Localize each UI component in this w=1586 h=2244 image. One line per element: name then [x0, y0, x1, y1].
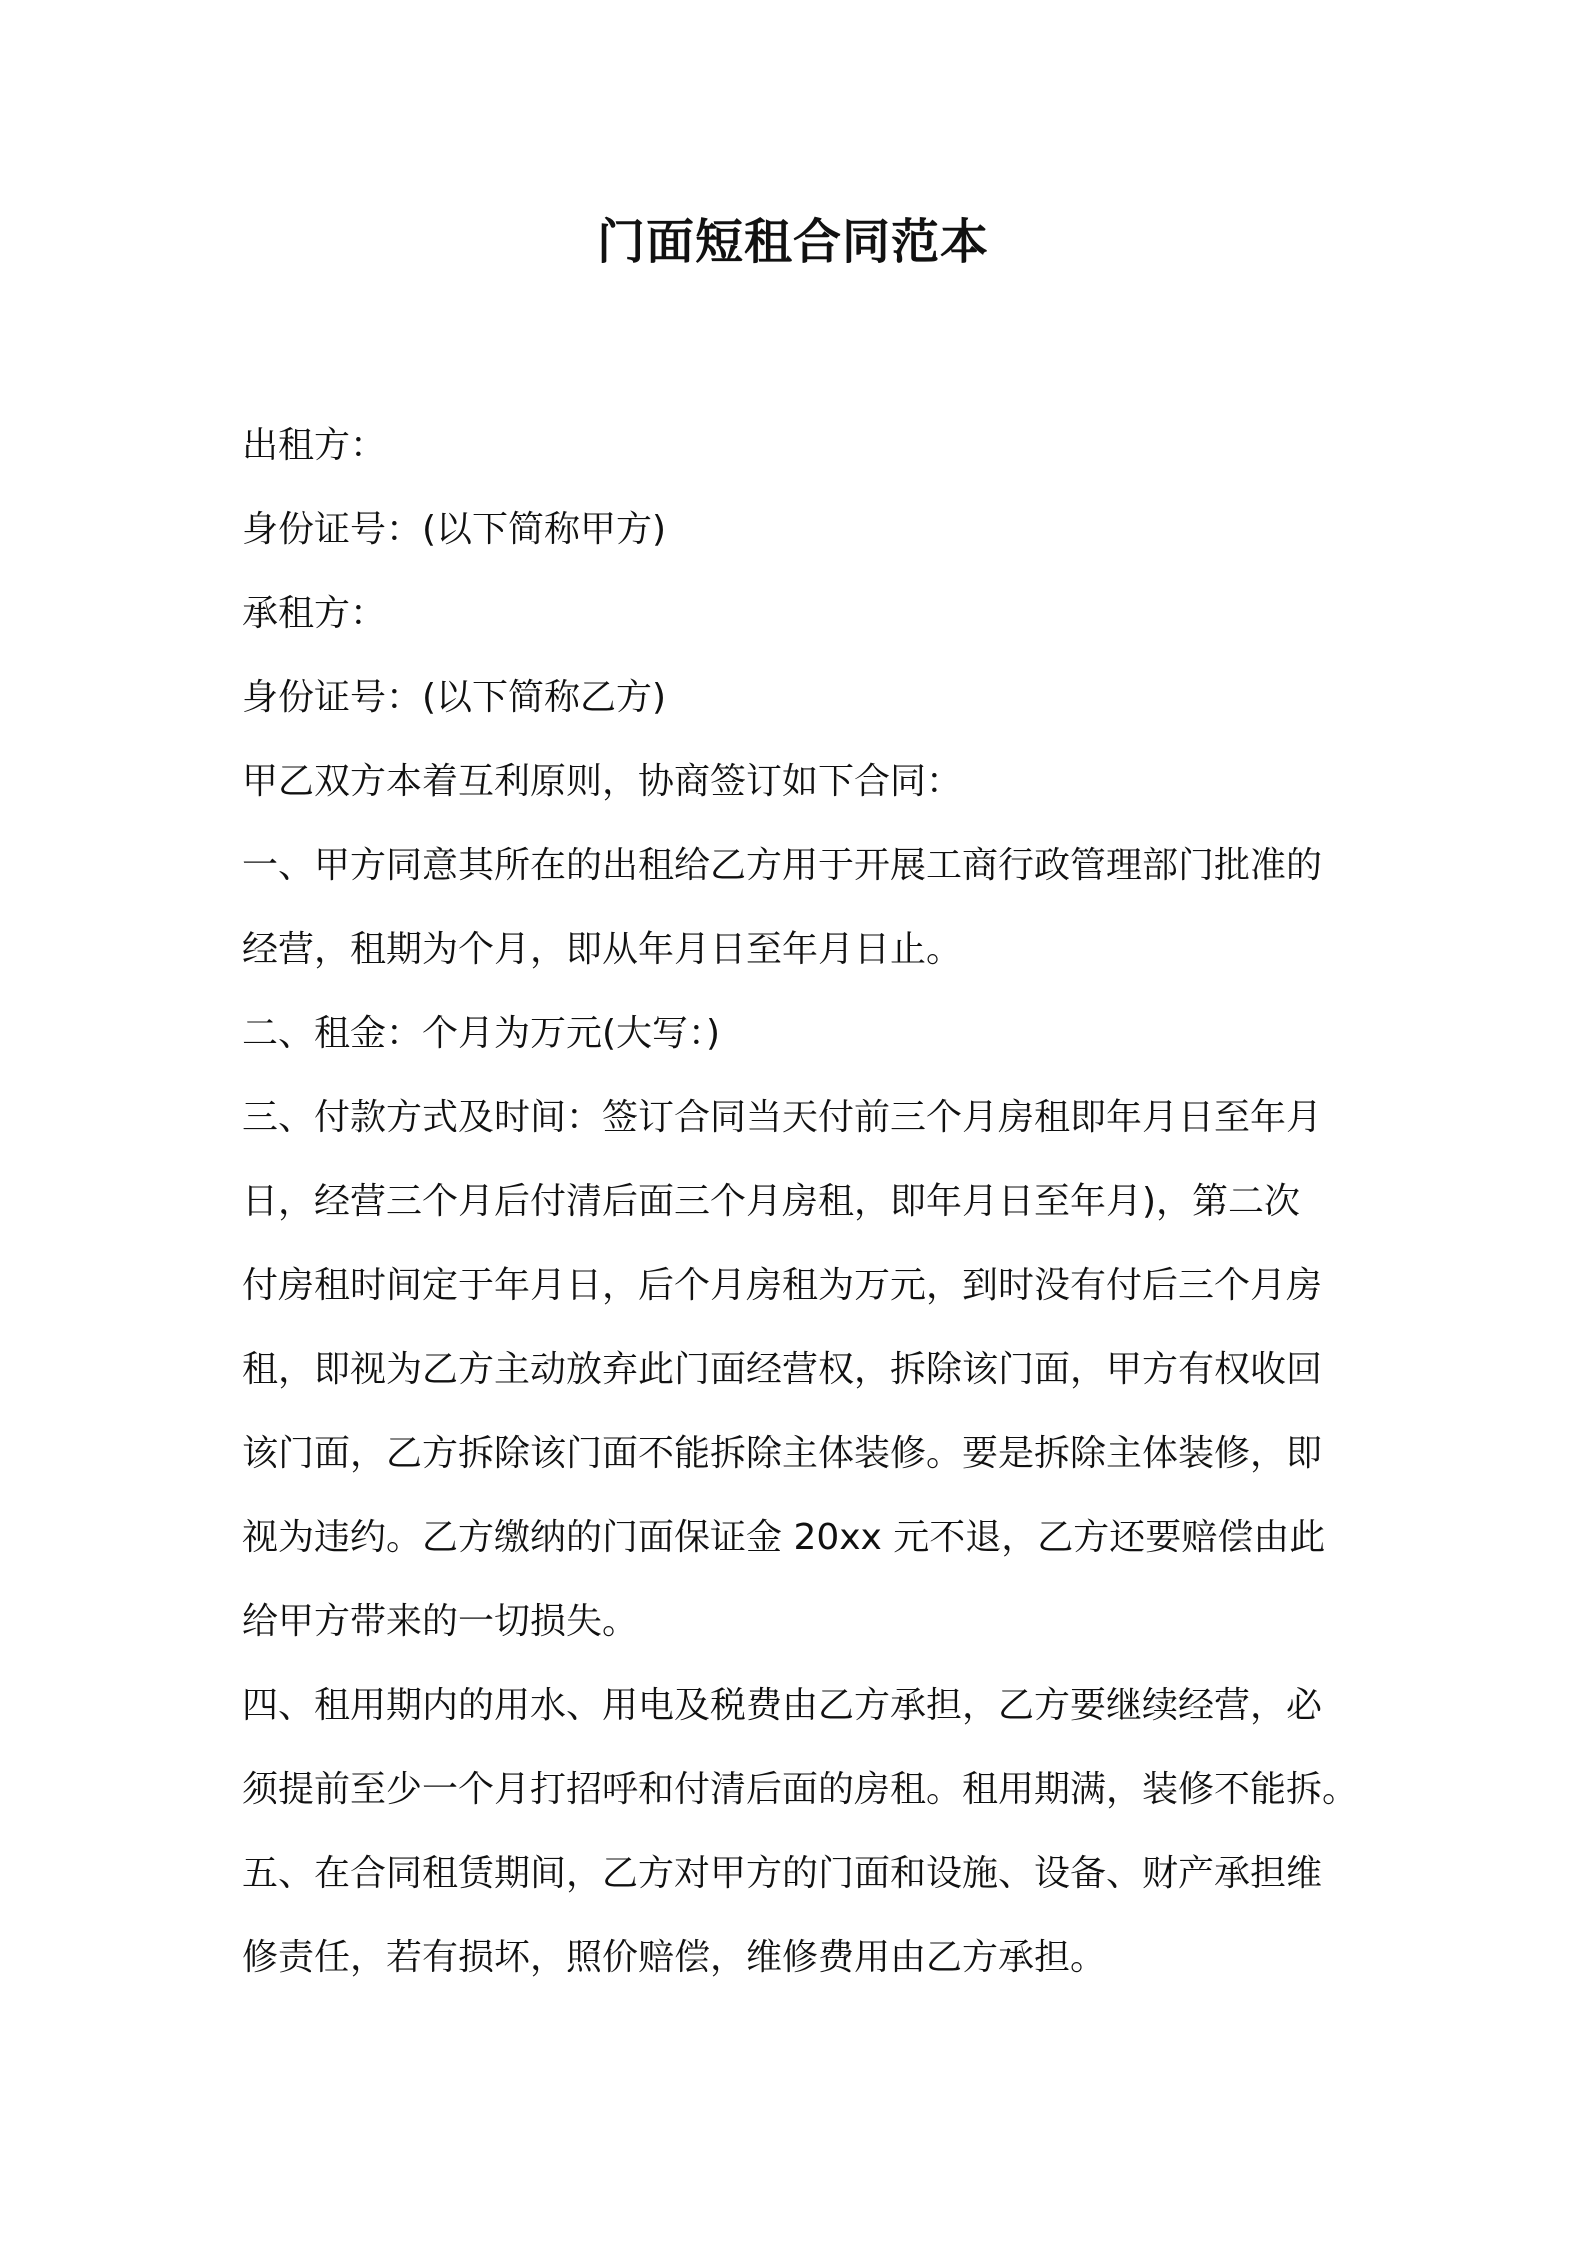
clause-3-line: 给甲方带来的一切损失。	[242, 1601, 639, 1642]
clause-5-line: 修责任，若有损坏，照价赔偿，维修费用由乙方承担。	[242, 1937, 1107, 1978]
lessor-id-line: 身份证号：(以下简称甲方)	[242, 509, 667, 550]
clause-3-line: 三、付款方式及时间：签订合同当天付前三个月房租即年月日至年月	[242, 1097, 1323, 1138]
clause-1-line: 一、甲方同意其所在的出租给乙方用于开展工商行政管理部门批准的	[242, 845, 1323, 886]
lessee-id-line: 身份证号：(以下简称乙方)	[242, 677, 667, 718]
clause-3-line: 日，经营三个月后付清后面三个月房租，即年月日至年月)，第二次	[242, 1181, 1301, 1222]
clause-4-line: 四、租用期内的用水、用电及税费由乙方承担，乙方要继续经营，必	[242, 1685, 1323, 1726]
clause-3-line: 付房租时间定于年月日，后个月房租为万元，到时没有付后三个月房	[242, 1265, 1323, 1306]
clause-3-line: 视为违约。乙方缴纳的门面保证金 20xx 元不退，乙方还要赔偿由此	[242, 1517, 1326, 1558]
document-body	[242, 404, 1359, 2000]
clause-5-line: 五、在合同租赁期间，乙方对甲方的门面和设施、设备、财产承担维	[242, 1853, 1323, 1894]
clause-3-line: 租，即视为乙方主动放弃此门面经营权，拆除该门面，甲方有权收回	[242, 1349, 1323, 1390]
clause-2-line: 二、租金：个月为万元(大写：)	[242, 1013, 721, 1054]
clause-1-line: 经营，租期为个月，即从年月日至年月日止。	[242, 929, 963, 970]
document-title: 门面短租合同范本	[596, 214, 989, 270]
lessor-line: 出租方：	[242, 425, 387, 466]
clause-3-line: 该门面，乙方拆除该门面不能拆除主体装修。要是拆除主体装修，即	[242, 1433, 1323, 1474]
clause-4-line: 须提前至少一个月打招呼和付清后面的房租。租用期满，装修不能拆。	[242, 1769, 1359, 1810]
lessee-line: 承租方：	[242, 593, 387, 634]
preamble-line: 甲乙双方本着互利原则，协商签订如下合同：	[242, 761, 963, 802]
